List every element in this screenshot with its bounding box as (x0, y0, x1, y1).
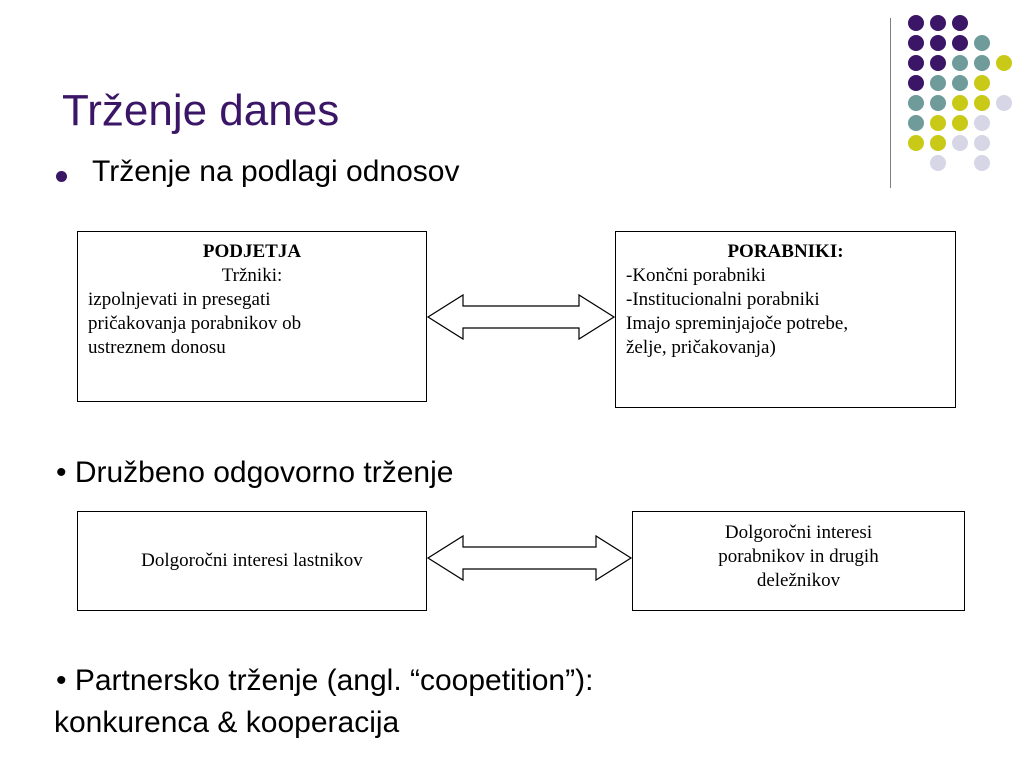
decor-dot (930, 155, 946, 171)
decor-dot (952, 115, 968, 131)
box-line: izpolnjevati in presegati (88, 289, 271, 310)
box-line: -Končni porabniki (626, 265, 766, 286)
decor-dot (952, 75, 968, 91)
decor-dot (930, 35, 946, 51)
box-heading: PORABNIKI: (727, 241, 844, 262)
decor-dot (974, 135, 990, 151)
decor-dot (930, 135, 946, 151)
box-line: pričakovanja porabnikov ob (88, 313, 302, 334)
decor-dot (908, 15, 924, 31)
box-owners-interests (77, 511, 427, 611)
bullet-text: Trženje na podlagi odnosov (92, 155, 460, 188)
decor-dot (952, 135, 968, 151)
decor-dot (952, 35, 968, 51)
decor-dot (974, 75, 990, 91)
decor-dot (930, 15, 946, 31)
section-subtext-coopetition: konkurenca & kooperacija (54, 706, 400, 739)
box-line: Tržniki: (221, 265, 283, 286)
decor-dot (974, 35, 990, 51)
decor-dot (908, 135, 924, 151)
section-heading-csr: • Družbeno odgovorno trženje (56, 456, 454, 489)
decor-dot (974, 115, 990, 131)
box-line: porabnikov in drugih (718, 546, 879, 567)
decor-dot (952, 55, 968, 71)
decor-dot (930, 75, 946, 91)
box-consumers (615, 231, 956, 408)
decor-dot (974, 95, 990, 111)
decor-dot (952, 15, 968, 31)
section-heading-coopetition: • Partnersko trženje (angl. “coopetition”): (56, 664, 594, 697)
box-line: Dolgoročni interesi (724, 522, 873, 543)
decor-dot (930, 95, 946, 111)
decor-dot (908, 55, 924, 71)
decor-dot (930, 55, 946, 71)
decor-dot (908, 115, 924, 131)
box-heading: PODJETJA (202, 241, 302, 262)
box-line: ustreznem donosu (88, 337, 226, 358)
decor-dot (930, 115, 946, 131)
bullet-icon (56, 171, 67, 182)
decor-dot (996, 95, 1012, 111)
box-stakeholders-interests (632, 511, 965, 611)
decor-dot (974, 55, 990, 71)
vertical-divider (890, 18, 891, 188)
decor-dot (908, 95, 924, 111)
box-line: -Institucionalni porabniki (626, 289, 820, 310)
box-line: Imajo spreminjajoče potrebe, (626, 313, 849, 334)
slide-title: Trženje danes (62, 86, 340, 135)
decor-dot (952, 95, 968, 111)
box-line: deležnikov (756, 570, 841, 591)
double-arrow-icon (427, 294, 615, 340)
box-companies (77, 231, 427, 402)
decor-dot (908, 35, 924, 51)
double-arrow-icon (427, 535, 632, 581)
box-line: želje, pričakovanja) (626, 337, 776, 358)
box-text: Dolgoročni interesi lastnikov (141, 550, 363, 571)
decor-dot (908, 75, 924, 91)
decor-dot (974, 155, 990, 171)
decor-dot (996, 55, 1012, 71)
